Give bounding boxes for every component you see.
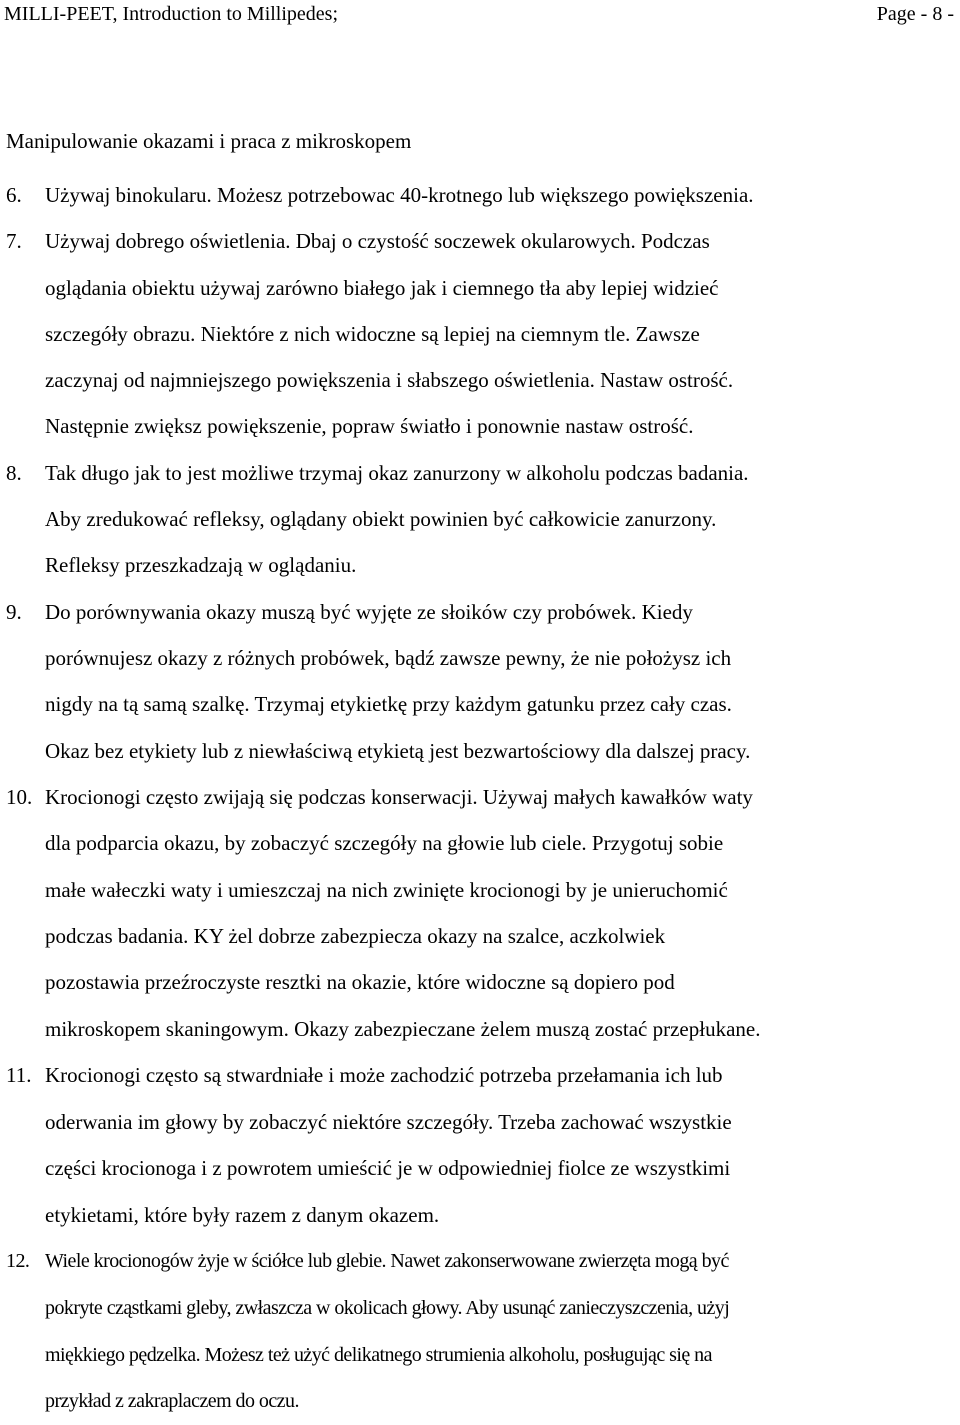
text-line: Używaj binokularu. Możesz potrzebowac 40-krotnego lub większego powiększenia. (45, 183, 754, 207)
list-item-6 (0, 172, 960, 218)
item-text (45, 172, 960, 218)
text-line: miękkiego pędzelka. Możesz też użyć delikatnego strumienia alkoholu, posługując się na (45, 1343, 712, 1366)
text-line: Wiele krocionogów żyje w ściółce lub glebie. Nawet zakonserwowane zwierzęta mogą być (45, 1249, 729, 1272)
text-line: podczas badania. KY żel dobrze zabezpiecza okazy na szalce, aczkolwiek (45, 924, 666, 949)
document-title: MILLI-PEET, Introduction to Millipedes; (4, 3, 339, 25)
text-line: oglądania obiektu używaj zarówno białego jak i ciemnego tła aby lepiej widzieć (45, 275, 719, 300)
text-line: etykietami, które były razem z danym okazem. (45, 1202, 440, 1227)
text-line: Do porównywania okazy muszą być wyjęte ze słoików czy probówek. Kiedy (45, 599, 693, 624)
text-line: Krocionogi często zwijają się podczas konserwacji. Używaj małych kawałków waty (45, 784, 753, 809)
item-number: 9. (6, 599, 22, 624)
item-number: 12. (6, 1249, 30, 1272)
text-line: Następnie zwiększ powiększenie, popraw światło i ponownie nastaw ostrość. (45, 414, 694, 439)
list-item-10 (0, 774, 960, 1052)
item-number: 6. (6, 183, 22, 207)
text-line: szczegóły obrazu. Niektóre z nich widoczne są lepiej na ciemnym tle. Zawsze (45, 321, 700, 346)
text-line: Okaz bez etykiety lub z niewłaściwą etykietą jest bezwartościowy dla dalszej pracy. (45, 738, 751, 763)
list-item-9 (0, 589, 960, 774)
list-item-8 (0, 450, 960, 589)
item-number: 11. (6, 1063, 32, 1088)
list-item-7 (0, 218, 960, 449)
item-number: 7. (6, 229, 22, 254)
text-line: porównujesz okazy z różnych probówek, bądź zawsze pewny, że nie położysz ich (45, 645, 732, 670)
item-text (45, 1052, 960, 1238)
text-line: dla podparcia okazu, by zobaczyć szczegóły na głowie lub ciele. Przygotuj sobie (45, 831, 724, 856)
text-line: pokryte cząstkami gleby, zwłaszcza w okolicach głowy. Aby usunąć zanieczyszczenia, użyj (45, 1296, 730, 1319)
text-line: nigdy na tą samą szalkę. Trzymaj etykietkę przy każdym gatunku przez cały czas. (45, 692, 732, 717)
instruction-list (0, 172, 960, 1425)
text-line: oderwania im głowy by zobaczyć niektóre szczegóły. Trzeba zachować wszystkie (45, 1109, 732, 1134)
list-item-12 (0, 1238, 960, 1425)
page-number: Page - 8 - (876, 3, 954, 25)
text-line: Refleksy przeszkadzają w oglądaniu. (45, 553, 357, 578)
item-text (45, 1238, 960, 1425)
list-item-11 (0, 1052, 960, 1238)
text-line: Aby zredukować refleksy, oglądany obiekt powinien być całkowicie zanurzony. (45, 507, 717, 532)
text-line: małe wałeczki waty i umieszczaj na nich zwinięte krocionogi by je unieruchomić (45, 877, 728, 902)
page-header (4, 2, 954, 26)
text-line: Krocionogi często są stwardniałe i może zachodzić potrzeba przełamania ich lub (45, 1063, 723, 1088)
item-text (45, 450, 960, 589)
text-line: zaczynaj od najmniejszego powiększenia i słabszego oświetlenia. Nastaw ostrość. (45, 368, 734, 393)
text-line: Używaj dobrego oświetlenia. Dbaj o czystość soczewek okularowych. Podczas (45, 229, 710, 254)
section-heading: Manipulowanie okazami i praca z mikroskopem (6, 129, 412, 153)
item-number: 10. (6, 784, 33, 809)
item-text (45, 218, 960, 449)
item-number: 8. (6, 460, 22, 485)
text-line: przykład z zakraplaczem do oczu. (45, 1390, 299, 1413)
item-text (45, 774, 960, 1052)
text-line: części krocionoga i z powrotem umieścić je w odpowiedniej fiolce ze wszystkimi (45, 1156, 731, 1181)
text-line: pozostawia przeźroczyste resztki na okazie, które widoczne są dopiero pod (45, 970, 675, 995)
item-text (45, 589, 960, 774)
text-line: mikroskopem skaningowym. Okazy zabezpieczane żelem muszą zostać przepłukane. (45, 1016, 761, 1041)
text-line: Tak długo jak to jest możliwe trzymaj okaz zanurzony w alkoholu podczas badania. (45, 460, 749, 485)
